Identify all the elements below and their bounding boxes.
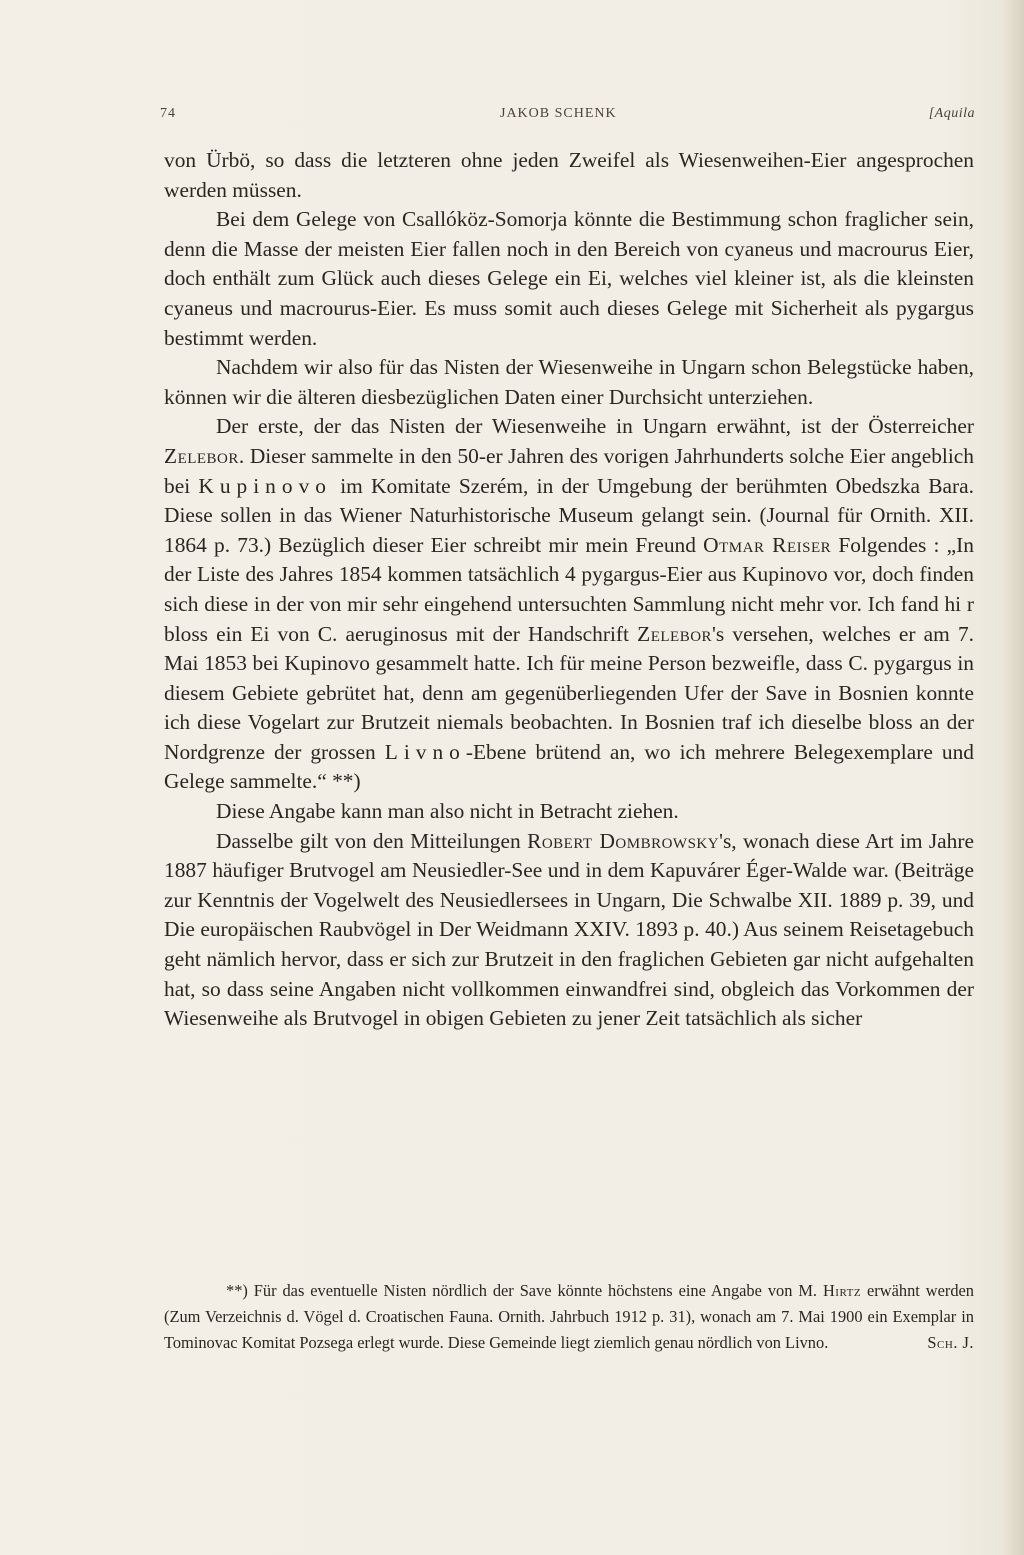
author-name-zelebor: Zelebor	[164, 443, 239, 468]
paragraph-4	[164, 412, 974, 797]
paragraph-6	[164, 827, 974, 1034]
running-header-author: JAKOB SCHENK	[500, 106, 617, 121]
author-name-dombrowsky: Robert Dombrowsky	[527, 828, 720, 853]
paragraph-4-part-c: im Komitate Szerém, in der Umgebung der berühmten Obedszka Bara. Diese sollen in das Wiener Naturhistorische Museum gelangt sein. (Journal für Ornith. XII. 1864 p. 73.) Bezüglich dieser Eier schreibt mir mein Freund	[164, 473, 974, 557]
paragraph-5: Diese Angabe kann man also nicht in Betracht ziehen.	[216, 799, 679, 824]
page-number: 74	[160, 106, 176, 121]
paragraph-1: von Ürbö, so dass die letzteren ohne jeden Zweifel als Wiesenweihen-Eier angesprochen werden müssen.	[164, 148, 974, 202]
paragraph-6-part-b: 's, wonach diese Art im Jahre 1887 häufiger Brutvogel am Neusiedler-See und in dem Kapuvárer Éger-Walde war. (Beiträge zur Kenntnis der Vogelwelt des Neusiedlersees in Ungarn, Die Schwalbe XII. 1889 p. 39, und Die europäischen Raubvögel in Der Weidmann XXIV. 1893 p. 40.) Aus seinem Reisetagebuch geht nämlich hervor, dass er sich zur Brutzeit in den fraglichen Gebieten gar nicht aufgehalten hat, so dass seine Angaben nicht vollkommen einwandfrei sind, obgleich das Vorkommen der Wiesenweihe als Brutvogel in obigen Gebieten zu jener Zeit tatsächlich als sicher	[164, 828, 974, 1031]
author-name-reiser: Otmar Reiser	[703, 532, 832, 557]
signature-text: Sch. J.	[927, 1333, 974, 1352]
footnote	[164, 1278, 974, 1356]
page-edge-shadow	[1002, 0, 1024, 1555]
paragraph-3: Nachdem wir also für das Nisten der Wiesenweihe in Ungarn schon Belegstücke haben, können wir die älteren diesbezüglichen Daten einer Durchsicht unterziehen.	[164, 355, 974, 409]
footnote-part-a: **) Für das eventuelle Nisten nördlich der Save könnte höchstens eine Angabe von M.	[226, 1281, 823, 1300]
footnote-part-b: erwähnt werden (Zum Verzeichnis d. Vögel d. Croatischen Fauna. Ornith. Jahrbuch 1912 p. 31), wonach am 7. Mai 1900 ein Exemplar in Tominovac Komitat Pozsega erlegt wurde. Diese Gemeinde liegt ziemlich genau nördlich von Livno.	[164, 1281, 974, 1352]
running-header-journal: [Aquila	[928, 106, 975, 121]
paragraph-4-part-e: 's versehen, welches er am 7. Mai 1853 bei Kupinovo gesammelt hatte. Ich für meine Person bezweifle, dass C. pygargus in diesem Gebiete gebrütet hat, denn am gegenüberliegenden Ufer der Save in Bosnien konnte ich diese Vogelart zur Brutzeit niemals beobachten. In Bosnien traf ich dieselbe bloss an der Nordgrenze der grossen	[164, 621, 975, 764]
paragraph-4-part-d: Folgendes : „In der Liste des Jahres 1854 kommen tatsächlich 4 pygargus-Eier aus Kupinovo vor, doch finden sich diese in der von mir sehr eingehend untersuchten Sammlung nicht mehr vor. Ich fand hi r bloss ein Ei von C. aeruginosus mit der Handschrift	[164, 532, 974, 646]
place-name-livno: Livno	[384, 739, 466, 764]
paragraph-4-part-b: . Dieser sammelte in den 50-er Jahren des vorigen Jahrhunderts solche Eier angeblich bei	[164, 443, 974, 498]
author-name-hirtz: Hirtz	[822, 1281, 862, 1300]
paragraph-2: Bei dem Gelege von Csallóköz-Somorja könnte die Bestimmung schon fraglicher sein, denn die Masse der meisten Eier fallen noch in den Bereich von cyaneus und macrourus Eier, doch enthält zum Glück auch dieses Gelege ein Ei, welches viel kleiner ist, als die kleinsten cyaneus und macrourus-Eier. Es muss somit auch dieses Gelege mit Sicherheit als pygargus bestimmt werden.	[164, 207, 974, 350]
paragraph-6-part-a: Dasselbe gilt von den Mitteilungen	[216, 828, 528, 853]
paragraph-4-part-a: Der erste, der das Nisten der Wiesenweihe in Ungarn erwähnt, ist der Österreicher	[216, 414, 974, 439]
main-text	[164, 146, 974, 1034]
paragraph-4-part-f: -Ebene brütend an, wo ich mehrere Belegexemplare und Gelege sammelte.“ **)	[164, 739, 974, 794]
author-name-zelebor-2: Zelebor	[637, 621, 713, 646]
running-header	[160, 106, 975, 128]
place-name-kupinovo: Kupinovo	[198, 473, 332, 498]
